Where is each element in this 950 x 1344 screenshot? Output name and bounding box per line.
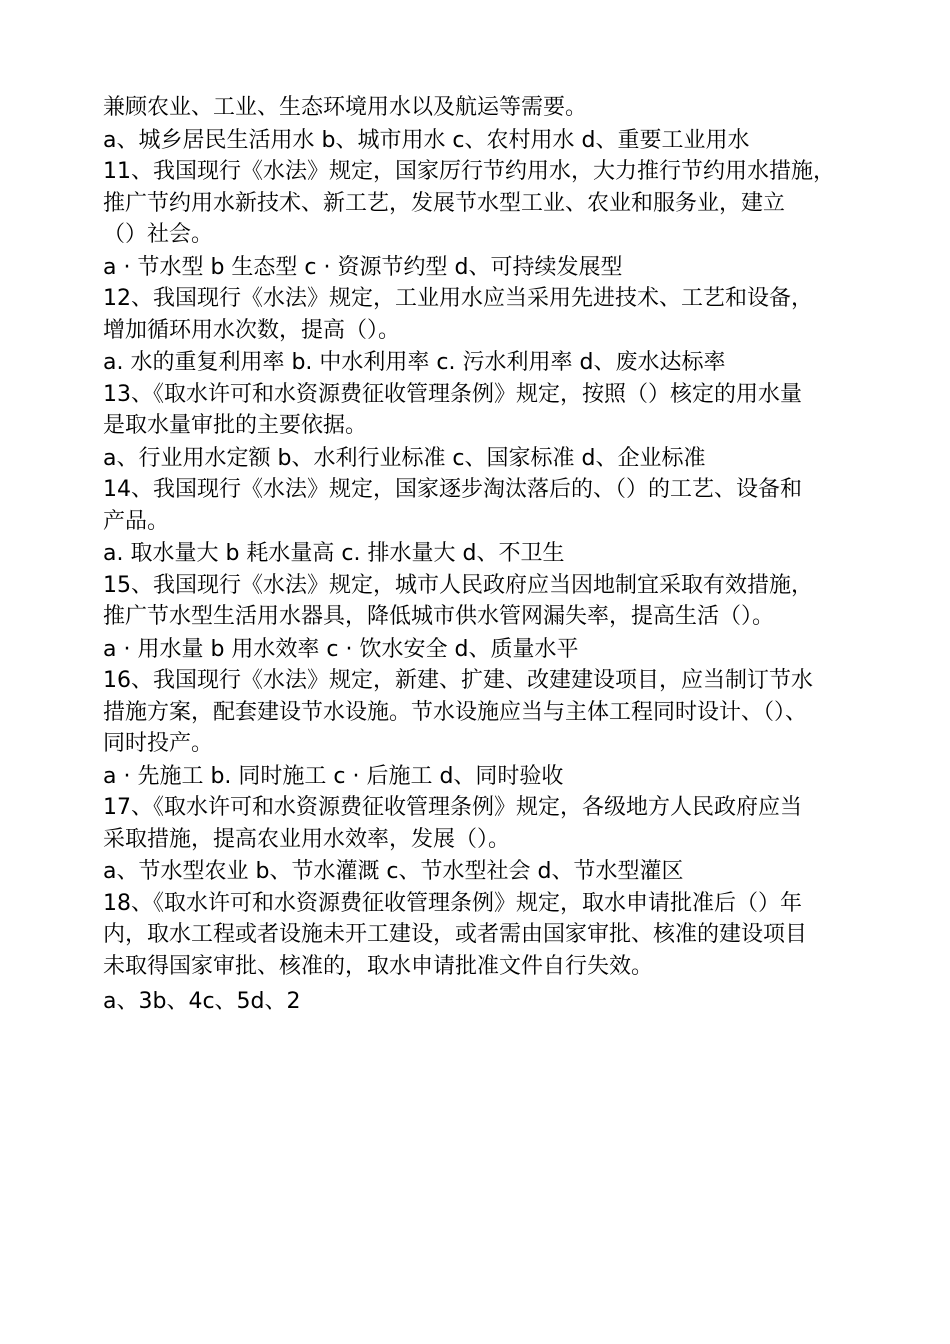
question-11-line-2: 推广节约用水新技术、新工艺，发展节水型工业、农业和服务业，建立	[103, 190, 786, 216]
question-17-line-2: 采取措施，提高农业用水效率，发展（）。	[103, 826, 511, 852]
question-14-line-2: 产品。	[103, 508, 170, 534]
question-11-line-1: 11、我国现行《水法》规定，国家厉行节约用水，大力推行节约用水措施，	[103, 159, 835, 184]
options-line-16: a · 先施工 b. 同时施工 c · 后施工 d、同时验收	[103, 763, 564, 789]
question-15-line-2: 推广节水型生活用水器具，降低城市供水管网漏失率，提高生活（）。	[103, 604, 775, 629]
question-13-line-1: 13、《取水许可和水资源费征收管理条例》规定，按照（）核定的用水量	[103, 381, 802, 407]
question-12-line-2: 增加循环用水次数，提高（）。	[103, 317, 401, 343]
question-16-line-2: 措施方案，配套建设节水设施。节水设施应当与主体工程同时设计、（）、	[103, 699, 808, 725]
question-16-line-1: 16、我国现行《水法》规定，新建、扩建、改建建设项目，应当制订节水	[103, 668, 813, 693]
options-line-10: a、城乡居民生活用水 b、城市用水 c、农村用水 d、重要工业用水	[103, 127, 750, 153]
options-line-14: a. 取水量大 b 耗水量高 c. 排水量大 d、不卫生	[103, 541, 565, 566]
question-13-line-2: 是取水量审批的主要依据。	[103, 413, 368, 438]
question-15-line-1: 15、我国现行《水法》规定，城市人民政府应当因地制宜采取有效措施，	[103, 572, 813, 598]
options-line-15: a · 用水量 b 用水效率 c · 饮水安全 d、质量水平	[103, 636, 579, 662]
question-18-line-2: 内，取水工程或者设施未开工建设，或者需由国家审批、核准的建设项目	[103, 922, 808, 947]
options-line-13: a、行业用水定额 b、水利行业标准 c、国家标准 d、企业标准	[103, 445, 706, 471]
question-18-line-3: 未取得国家审批、核准的，取水申请批准文件自行失效。	[103, 953, 654, 979]
options-line-17: a、节水型农业 b、节水灌溉 c、节水型社会 d、节水型灌区	[103, 859, 684, 884]
options-line-12: a. 水的重复利用率 b. 中水利用率 c. 污水利用率 d、废水达标率	[103, 350, 726, 375]
question-18-line-1: 18、《取水许可和水资源费征收管理条例》规定，取水申请批准后（）年	[103, 890, 802, 916]
question-12-line-1: 12、我国现行《水法》规定，工业用水应当采用先进技术、工艺和设备，	[103, 286, 813, 311]
question-11-line-3: （）社会。	[103, 222, 214, 247]
question-16-line-3: 同时投产。	[103, 731, 214, 756]
question-17-line-1: 17、《取水许可和水资源费征收管理条例》规定，各级地方人民政府应当	[103, 795, 802, 820]
document-page	[103, 92, 873, 1018]
options-line-18: a、3b、4c、5d、2	[103, 989, 301, 1014]
text-line: 兼顾农业、工业、生态环境用水以及航运等需要。	[103, 95, 588, 120]
options-line-11: a · 节水型 b 生态型 c · 资源节约型 d、可持续发展型	[103, 254, 623, 280]
question-14-line-1: 14、我国现行《水法》规定，国家逐步淘汰落后的、（）的工艺、设备和	[103, 477, 802, 502]
